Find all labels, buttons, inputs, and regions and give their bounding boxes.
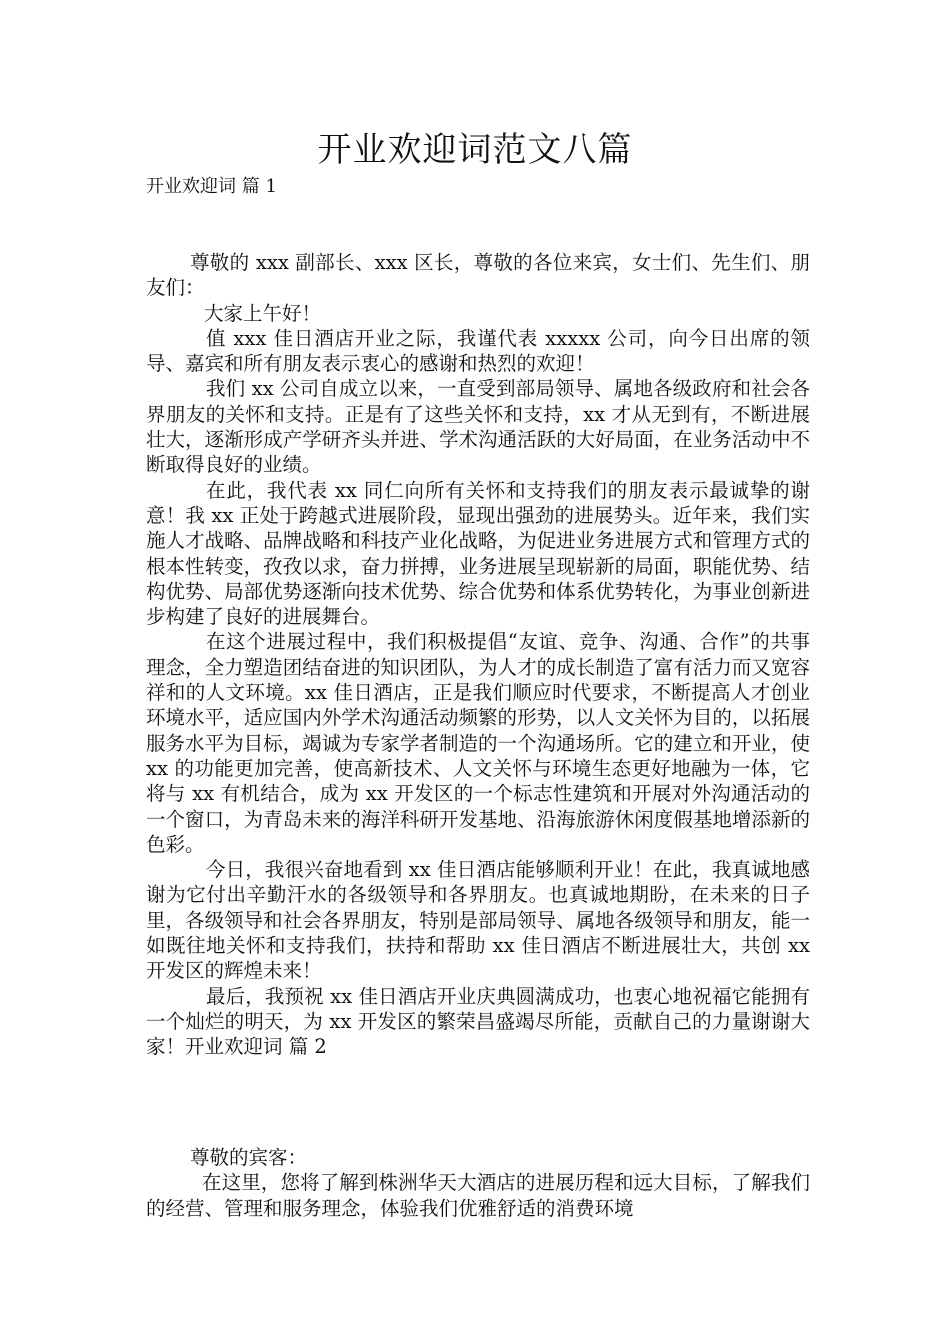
paragraph: 在这个进展过程中，我们积极提倡“友谊、竞争、沟通、合作”的共事理念，全力塑造团结奋进的知识团队，为人才的成长制造了富有活力而又宽容祥和的人文环境。xx 佳日酒店，正是我们顺应时代要求，不断提高人才创业环境水平，适应国内外学术沟通活动频繁的形势，以人文关怀为目的，以拓展服务水平为目标，竭诚为专家学者制造的一个沟通场所。它的建立和开业，使 xx 的功能更加完善，使高新技术、人文关怀与环境生态更好地融为一体，它将与 xx 有机结合，成为 xx 开发区的一个标志性建筑和开展对外沟通活动的一个窗口，为青岛未来的海洋科研开发基地、沿海旅游休闲度假基地增添新的色彩。 bbox=[146, 630, 810, 856]
document-title: 开业欢迎词范文八篇 bbox=[317, 130, 633, 170]
paragraph: 尊敬的 xxx 副部长、xxx 区长，尊敬的各位来宾，女士们、先生们、朋友们： bbox=[146, 251, 810, 300]
paragraph: 我们 xx 公司自成立以来，一直受到部局领导、属地各级政府和社会各界朋友的关怀和支持。正是有了这些关怀和支持，xx 才从无到有，不断进展壮大，逐渐形成产学研齐头并进、学术沟通活跃的大好局面，在业务活动中不断取得良好的业绩。 bbox=[146, 377, 810, 477]
paragraph: 今日，我很兴奋地看到 xx 佳日酒店能够顺利开业！在此，我真诚地感谢为它付出辛勤汗水的各级领导和各界朋友。也真诚地期盼，在未来的日子里，各级领导和社会各界朋友，特别是部局领导、属地各级领导和朋友，能一如既往地关怀和支持我们，扶持和帮助 xx 佳日酒店不断进展壮大，共创 xx 开发区的辉煌未来！ bbox=[146, 858, 810, 983]
paragraph: 在这里，您将了解到株洲华天大酒店的进展历程和远大目标，了解我们的经营、管理和服务理念，体验我们优雅舒适的消费环境 bbox=[146, 1171, 810, 1220]
paragraph: 大家上午好！ bbox=[204, 301, 322, 325]
paragraph: 尊敬的宾客： bbox=[190, 1146, 308, 1169]
paragraph: 最后，我预祝 xx 佳日酒店开业庆典圆满成功，也衷心地祝福它能拥有一个灿烂的明天，为 xx 开发区的繁荣昌盛竭尽所能，贡献自己的力量谢谢大家！开业欢迎词 篇 2 bbox=[146, 984, 810, 1059]
section-1-body bbox=[146, 250, 810, 1060]
paragraph: 值 xxx 佳日酒店开业之际，我谨代表 xxxxx 公司，向今日出席的领导、嘉宾和所有朋友表示衷心的感谢和热烈的欢迎！ bbox=[146, 326, 810, 376]
section-heading: 开业欢迎词 篇 1 bbox=[146, 176, 277, 197]
section-2-body bbox=[146, 1145, 810, 1221]
paragraph: 在此，我代表 xx 同仁向所有关怀和支持我们的朋友表示最诚挚的谢意！我 xx 正处于跨越式进展阶段，显现出强劲的进展势头。近年来，我们实施人才战略、品牌战略和科技产业化战略，为促进业务进展方式和管理方式的根本性转变，孜孜以求，奋力拼搏，业务进展呈现崭新的局面，职能优势、结构优势、局部优势逐渐向技术优势、综合优势和体系优势转化，为事业创新进步构建了良好的进展舞台。 bbox=[146, 478, 810, 629]
